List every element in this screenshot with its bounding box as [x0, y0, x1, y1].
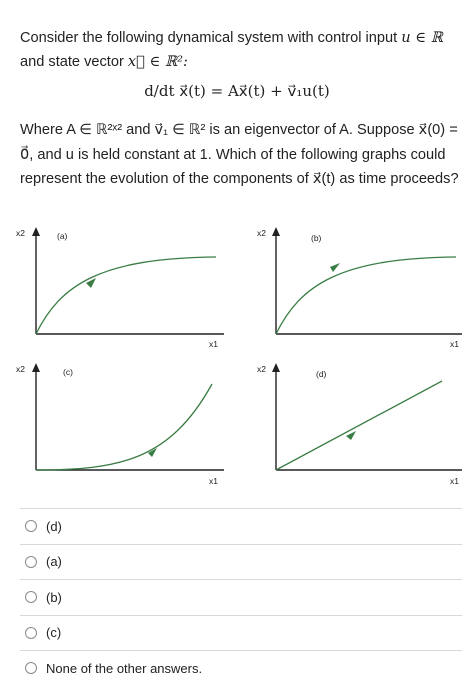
radio-button-icon[interactable]: [25, 520, 37, 532]
option-a[interactable]: [20, 544, 462, 580]
input-domain-math: u ∈ ℝ: [401, 29, 443, 46]
radio-button-icon[interactable]: [25, 591, 37, 603]
graph-c-y-arrow-icon: [32, 363, 40, 372]
graph-d-curve: [276, 381, 442, 470]
option-label: None of the other answers.: [46, 660, 203, 676]
option-b[interactable]: [20, 579, 462, 615]
graph-c-curve: [36, 384, 212, 470]
state-domain-math: x⃗ ∈ ℝ²:: [127, 53, 188, 70]
question-line1: Consider the following dynamical system with control input: [20, 30, 402, 46]
graph-b-y-label: x2: [257, 228, 266, 238]
option-label: (c): [46, 625, 62, 641]
graph-b-label: (b): [311, 233, 322, 243]
graph-b-direction-arrow-icon: [330, 263, 340, 272]
system-equation: d/dt x⃗(t) = Ax⃗(t) + v⃗₁u(t): [144, 82, 330, 100]
answer-options: [20, 508, 462, 686]
question-line2: and state vector: [20, 54, 128, 70]
graph-d-y-arrow-icon: [272, 363, 280, 372]
radio-button-icon[interactable]: [25, 556, 37, 568]
option-none[interactable]: [20, 650, 462, 686]
graph-a-label: (a): [57, 231, 68, 241]
graph-d-y-label: x2: [257, 364, 266, 374]
option-c[interactable]: [20, 615, 462, 651]
graph-c-x-label: x1: [209, 476, 218, 486]
option-label: (a): [46, 554, 62, 570]
graph-c-y-label: x2: [16, 364, 25, 374]
graph-d-x-label: x1: [450, 476, 459, 486]
graph-a-y-arrow-icon: [32, 227, 40, 236]
radio-button-icon[interactable]: [25, 662, 37, 674]
question-paragraph: Where A ∈ ℝ²ˣ² and v⃗₁ ∈ ℝ² is an eigenvector of A. Suppose x⃗(0) = 0⃗, and u is held constant at 1. Which of the following graphs could represent the evolution of the components of x⃗(t) as time proceeds?: [20, 122, 459, 187]
graph-d-label: (d): [316, 369, 327, 379]
graph-b-curve: [276, 257, 456, 334]
graph-c-label: (c): [63, 367, 73, 377]
graph-b-x-label: x1: [450, 339, 459, 349]
option-label: (b): [46, 589, 62, 605]
option-label: (d): [46, 518, 62, 534]
graph-a-curve: [36, 257, 216, 334]
graph-b-y-arrow-icon: [272, 227, 280, 236]
radio-button-icon[interactable]: [25, 627, 37, 639]
graph-a-x-label: x1: [209, 339, 218, 349]
graph-a-y-label: x2: [16, 228, 25, 238]
option-d[interactable]: [20, 508, 462, 544]
